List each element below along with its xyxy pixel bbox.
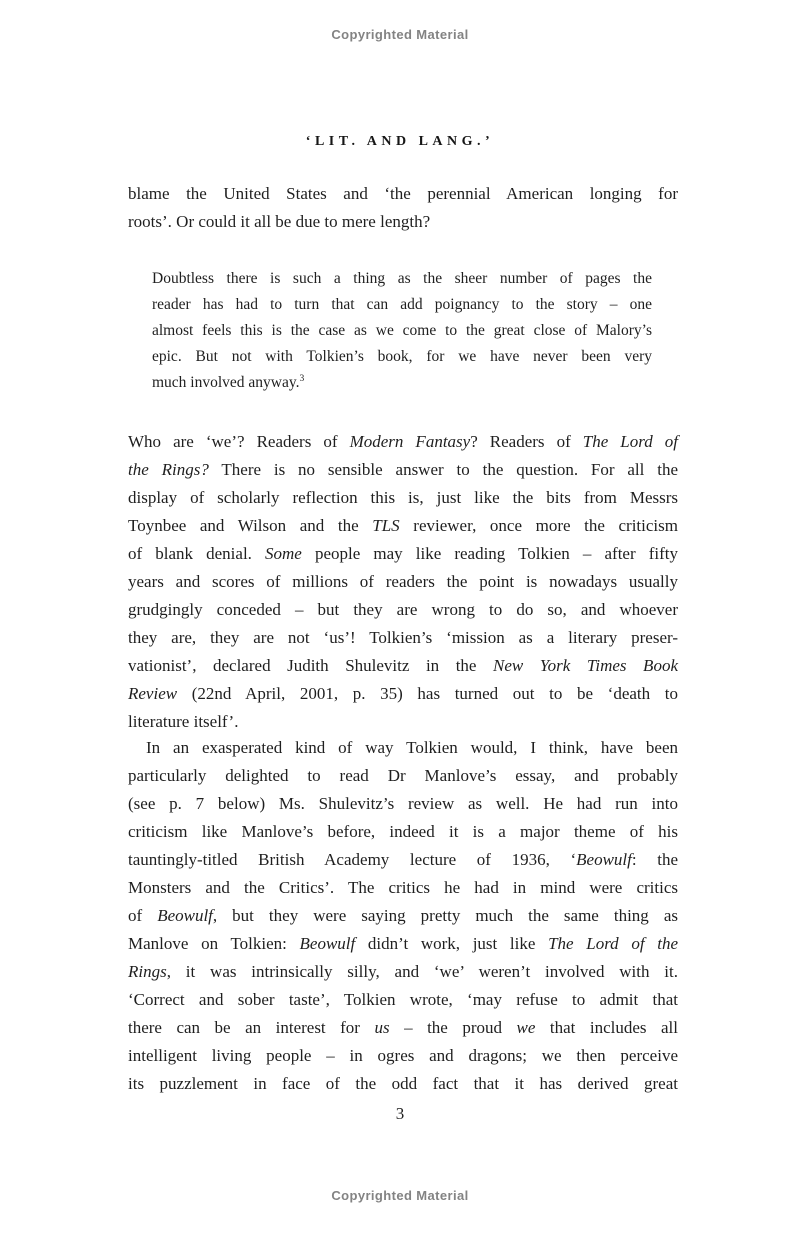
text-line: almost feels this is the case as we come to the great close of Malory’s <box>152 322 652 339</box>
copyrighted-material-top: Copyrighted Material <box>331 27 469 42</box>
text-line: literature itself’. <box>128 712 239 731</box>
text-line: of blank denial. Some people may like reading Tolkien – after fifty <box>128 544 679 563</box>
text-line: Manlove on Tolkien: Beowulf didn’t work, just like The Lord of the <box>128 934 678 953</box>
text-line: Review (22nd April, 2001, p. 35) has turned out to be ‘death to <box>128 684 678 703</box>
text-line: criticism like Manlove’s before, indeed it is a major theme of his <box>128 822 678 841</box>
paragraph-who-are-we <box>128 428 678 736</box>
text-line: the Rings? There is no sensible answer to the question. For all the <box>128 460 678 479</box>
text-line: tauntingly-titled British Academy lecture of 1936, ‘Beowulf: the <box>128 850 678 869</box>
text-line: years and scores of millions of readers the point is nowadays usually <box>128 572 678 591</box>
text-line: much involved anyway.$^3$ <box>152 372 305 391</box>
text-line: blame the United States and ‘the perennial American longing for <box>128 184 678 203</box>
text-line: Rings, it was intrinsically silly, and ‘we’ weren’t involved with it. <box>128 962 678 981</box>
text-line: reader has had to turn that can add poignancy to the story – one <box>152 296 652 313</box>
text-line: display of scholarly reflection this is, just like the bits from Messrs <box>128 488 678 507</box>
text-line: roots’. Or could it all be due to mere length? <box>128 212 431 231</box>
text-line: intelligent living people – in ogres and dragons; we then perceive <box>128 1046 678 1065</box>
running-head: ‘LIT. AND LANG.’ <box>305 134 495 149</box>
text-line: Who are ‘we’? Readers of Modern Fantasy? Readers of The Lord of <box>128 432 678 451</box>
text-line: Toynbee and Wilson and the TLS reviewer, once more the criticism <box>128 516 678 535</box>
text-line: ‘Correct and sober taste’, Tolkien wrote, ‘may refuse to admit that <box>128 990 678 1009</box>
paragraph-opening <box>128 180 678 236</box>
copyrighted-material-bottom: Copyrighted Material <box>331 1188 469 1203</box>
text-line: Monsters and the Critics’. The critics he had in mind were critics <box>128 878 678 897</box>
text-line: of Beowulf, but they were saying pretty much the same thing as <box>128 906 678 925</box>
block-quote <box>152 266 652 396</box>
text-line: grudgingly conceded – but they are wrong to do so, and whoever <box>128 600 678 619</box>
text-line: vationist’, declared Judith Shulevitz in the New York Times Book <box>128 656 678 675</box>
text-line: there can be an interest for us – the proud we that includes all <box>128 1018 678 1037</box>
paragraph-exasperated <box>128 734 678 1098</box>
text-line: they are, they are not ‘us’! Tolkien’s ‘mission as a literary preser- <box>128 628 678 647</box>
text-line: In an exasperated kind of way Tolkien would, I think, have been <box>146 738 678 757</box>
text-line: epic. But not with Tolkien’s book, for we have never been very <box>152 348 652 365</box>
text-line: Doubtless there is such a thing as the sheer number of pages the <box>152 270 652 287</box>
text-line: its puzzlement in face of the odd fact that it has derived great <box>128 1074 678 1093</box>
page-number: 3 <box>395 1104 405 1123</box>
text-line: (see p. 7 below) Ms. Shulevitz’s review as well. He had run into <box>128 794 678 813</box>
text-line: particularly delighted to read Dr Manlove’s essay, and probably <box>128 766 678 785</box>
